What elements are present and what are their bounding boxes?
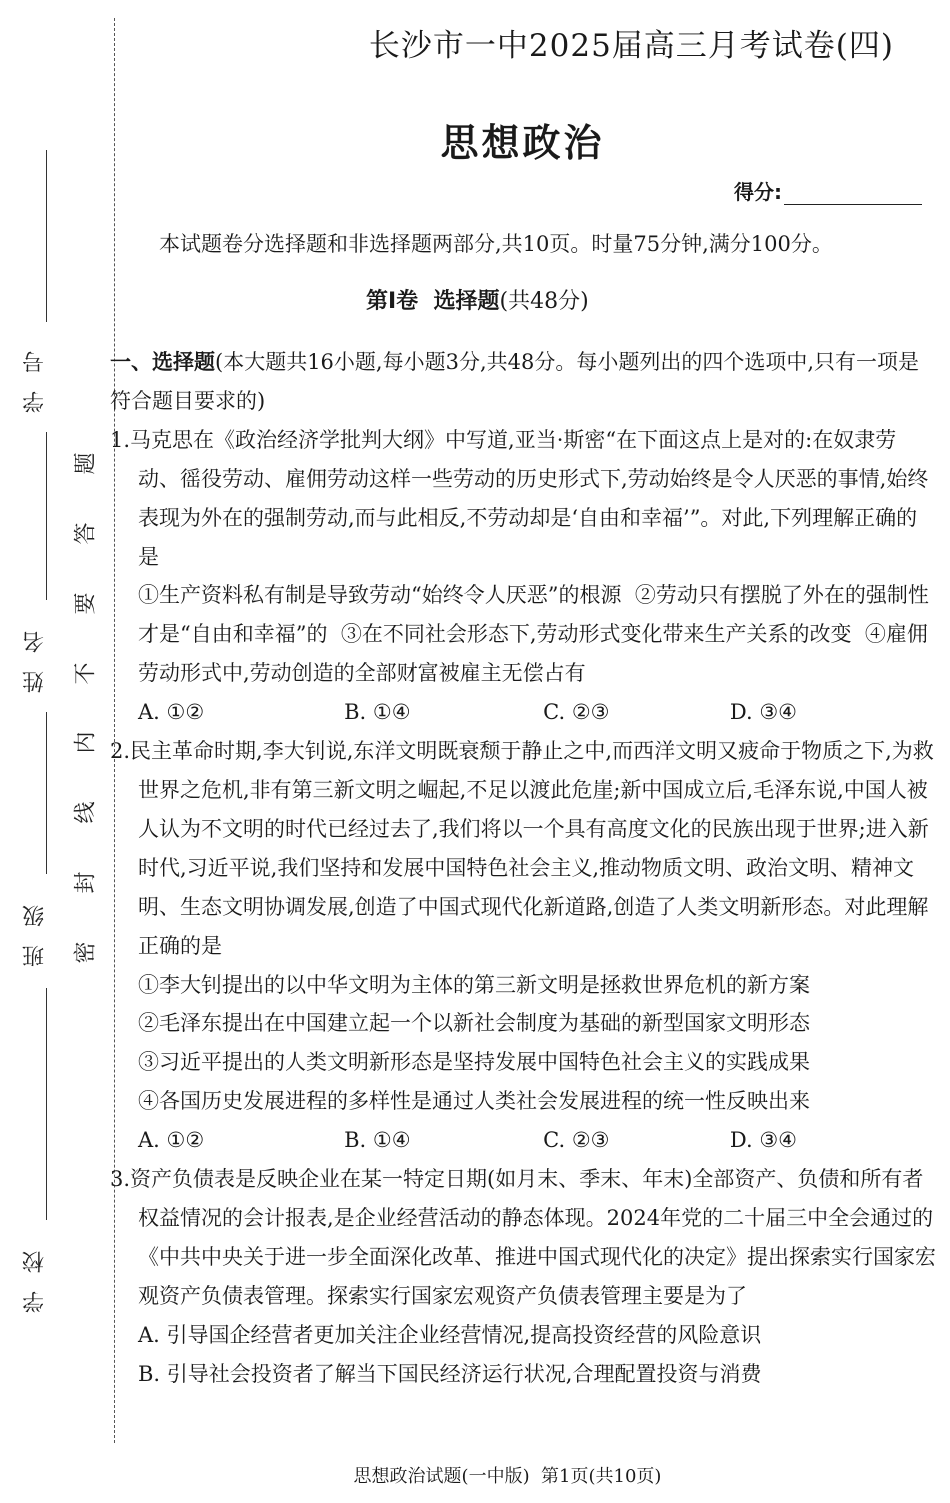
seal-char: 内 xyxy=(73,731,99,754)
statement: ①李大钊提出的以中华文明为主体的第三新文明是拯救世界危机的新方案 xyxy=(138,972,810,997)
score-blank[interactable] xyxy=(784,180,922,205)
seal-char: 题 xyxy=(73,452,99,475)
school-blank[interactable] xyxy=(46,988,47,1220)
statement: ④各国历史发展进程的多样性是通过人类社会发展进程的统一性反映出来 xyxy=(138,1089,810,1114)
statement: ③习近平提出的人类文明新形态是坚持发展中国特色社会主义的实践成果 xyxy=(138,1050,810,1075)
page-footer: 思想政治试题(一中版) 第1页(共10页) xyxy=(353,1466,662,1487)
question-area xyxy=(110,343,936,1393)
score-box xyxy=(734,176,922,205)
part-title: 一、选择题 xyxy=(110,350,215,374)
question-2 xyxy=(110,732,936,1160)
choice-a[interactable]: A. 引导国企经营者更加关注企业经营情况,提高投资经营的风险意识 xyxy=(138,1322,762,1347)
section-name: 第Ⅰ卷 选择题 xyxy=(366,289,500,314)
exam-title: 长沙市一中2025届高三月考试卷(四) xyxy=(368,28,894,64)
choice-b[interactable]: B. ①④ xyxy=(344,1128,411,1153)
score-label: 得分: xyxy=(734,180,782,204)
question-number: 2. xyxy=(110,739,131,764)
question-stem xyxy=(110,421,936,577)
choice-c[interactable]: C. ②③ xyxy=(543,700,610,725)
section-title xyxy=(366,284,589,315)
seal-char: 答 xyxy=(73,522,99,545)
part-instructions: (本大题共16小题,每小题3分,共48分。每小题列出的四个选项中,只有一项是符合题目要求的) xyxy=(110,350,920,413)
school-label: 学校 xyxy=(22,1233,48,1313)
class-label: 班级 xyxy=(22,887,48,967)
question-number: 1. xyxy=(110,427,131,452)
choice-b[interactable]: B. 引导社会投资者了解当下国民经济运行状况,合理配置投资与消费 xyxy=(138,1361,762,1386)
choices-row xyxy=(110,1121,936,1160)
part-heading xyxy=(110,343,936,421)
choice-a[interactable]: A. ①② xyxy=(138,700,205,725)
subject-title: 思想政治 xyxy=(440,121,605,165)
choices-row xyxy=(110,693,936,732)
student-name-label: 姓名 xyxy=(22,613,48,693)
student-name-blank[interactable] xyxy=(46,432,47,600)
student-id-label: 学号 xyxy=(22,333,48,413)
seal-char: 线 xyxy=(73,801,99,824)
choice-c[interactable]: C. ②③ xyxy=(543,1128,610,1153)
choice-a[interactable]: A. ①② xyxy=(138,1128,205,1153)
question-statements: ①生产资料私有制是导致劳动“始终令人厌恶”的根源 ②劳动只有摆脱了外在的强制性才是“自由和幸福”的 ③在不同社会形态下,劳动形式变化带来生产关系的改变 ④雇佣劳动形式中,劳动创造的全部财富被雇主无偿占有 xyxy=(138,583,929,686)
choice-b[interactable]: B. ①④ xyxy=(344,700,411,725)
choice-d[interactable]: D. ③④ xyxy=(729,1128,797,1153)
section-points: (共48分) xyxy=(499,289,589,314)
seal-char: 密 xyxy=(73,941,99,964)
question-3 xyxy=(110,1160,936,1393)
seal-char: 不 xyxy=(73,662,99,685)
exam-intro: 本试题卷分选择题和非选择题两部分,共10页。时量75分钟,满分100分。 xyxy=(159,232,833,256)
student-id-blank[interactable] xyxy=(46,150,47,322)
seal-char: 封 xyxy=(73,871,99,894)
question-stem xyxy=(110,1160,936,1316)
question-1 xyxy=(110,421,936,732)
question-number: 3. xyxy=(110,1167,131,1192)
question-text: 马克思在《政治经济学批判大纲》中写道,亚当·斯密“在下面这点上是对的:在奴隶劳动、徭役劳动、雇佣劳动这样一些劳动的历史形式下,劳动始终是令人厌恶的事情,始终表现为外在的强制劳动,而与此相反,不劳动却是‘自由和幸福’”。对此,下列理解正确的是 xyxy=(130,427,929,569)
statement: ②毛泽东提出在中国建立起一个以新社会制度为基础的新型国家文明形态 xyxy=(138,1011,810,1036)
question-text: 民主革命时期,李大钊说,东洋文明既衰颓于静止之中,而西洋文明又疲命于物质之下,为救世界之危机,非有第三新文明之崛起,不足以渡此危崖;新中国成立后,毛泽东说,中国人被人认为不文明的时代已经过去了,我们将以一个具有高度文化的民族出现于世界;进入新时代,习近平说,我们坚持和发展中国特色社会主义,推动物质文明、政治文明、精神文明、生态文明协调发展,创造了中国式现代化新道路,创造了人类文明新形态。对此理解正确的是 xyxy=(130,739,934,958)
question-stem xyxy=(110,732,936,965)
seal-line-notice xyxy=(66,448,102,968)
question-text: 资产负债表是反映企业在某一特定日期(如月末、季末、年末)全部资产、负债和所有者权益情况的会计报表,是企业经营活动的静态体现。2024年党的二十届三中全会通过的《中共中央关于进一步全面深化改革、推进中国式现代化的决定》提出探索实行国家宏观资产负债表管理。探索实行国家宏观资产负债表管理主要是为了 xyxy=(130,1167,936,1308)
choice-d[interactable]: D. ③④ xyxy=(729,700,797,725)
class-blank[interactable] xyxy=(46,712,47,874)
seal-char: 要 xyxy=(73,592,99,615)
